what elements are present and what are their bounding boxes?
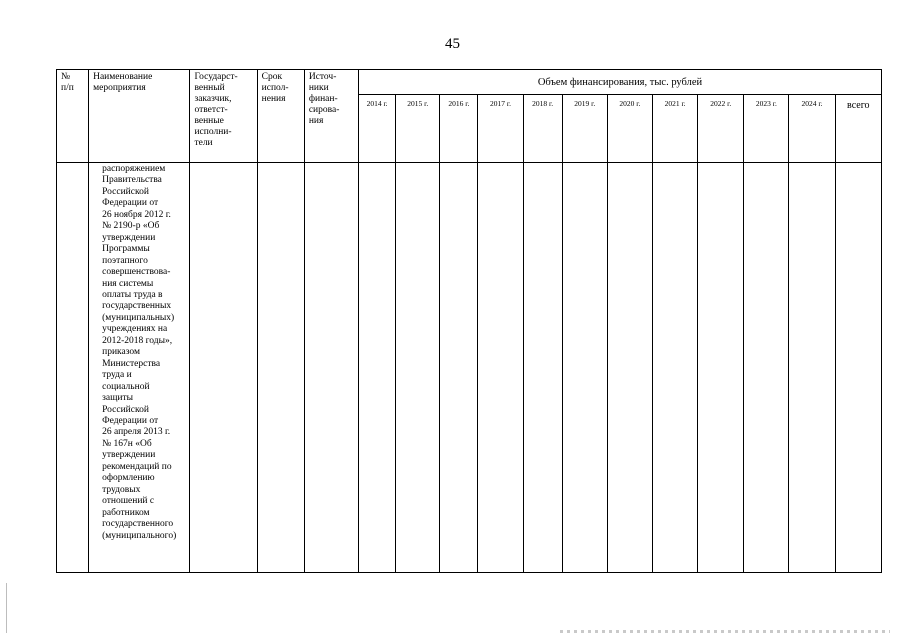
year-header: 2021 г.: [653, 95, 698, 163]
header-sources: Источ- ники финан- сирова- ния: [304, 70, 358, 163]
cell-sources: [304, 163, 358, 573]
cell-value: [698, 163, 744, 573]
cell-value: [523, 163, 562, 573]
header-row-top: [57, 70, 882, 95]
header-customer: Государст- венный заказчик, ответст- венные исполни- тели: [190, 70, 257, 163]
total-header: всего: [835, 95, 881, 163]
header-num: № п/п: [57, 70, 89, 163]
cell-value: [440, 163, 478, 573]
cell-customer: [190, 163, 257, 573]
cell-value: [607, 163, 652, 573]
year-header: 2015 г.: [396, 95, 440, 163]
cell-total: [835, 163, 881, 573]
year-header: 2023 г.: [744, 95, 789, 163]
header-name: Наименование мероприятия: [89, 70, 190, 163]
cell-name: [89, 163, 190, 573]
year-header: 2018 г.: [523, 95, 562, 163]
cell-value: [562, 163, 607, 573]
cell-value: [478, 163, 523, 573]
header-term: Срок испол- нения: [257, 70, 304, 163]
activity-name-text: распоряжением Правительства Российской Федерации от 26 ноября 2012 г. № 2190-р «Об утверждении Программы поэтапного совершенствова- ния системы оплаты труда в государственных (муниципальных) учреждениях на 2012-2018 годы», приказом Министерства труда и социальной защиты Российской Федерации от 26 апреля 2013 г. № 167н «Об утверждении рекомендаций по оформлению трудовых отношений с работником государственного (муниципального): [102, 164, 177, 541]
year-header: 2019 г.: [562, 95, 607, 163]
cell-value: [789, 163, 835, 573]
year-header: 2022 г.: [698, 95, 744, 163]
cell-num: [57, 163, 89, 573]
year-header: 2020 г.: [607, 95, 652, 163]
cell-value: [359, 163, 396, 573]
page-number: 45: [445, 36, 460, 52]
scan-footer-artifact: [560, 630, 890, 633]
cell-value: [653, 163, 698, 573]
funding-table: [56, 69, 882, 573]
table-row: [57, 163, 882, 573]
scan-margin-line: [6, 583, 7, 633]
year-header: 2016 г.: [440, 95, 478, 163]
header-funding-title: Объем финансирования, тыс. рублей: [359, 70, 882, 95]
cell-term: [257, 163, 304, 573]
cell-value: [744, 163, 789, 573]
year-header: 2014 г.: [359, 95, 396, 163]
year-header: 2024 г.: [789, 95, 835, 163]
year-header: 2017 г.: [478, 95, 523, 163]
cell-value: [396, 163, 440, 573]
